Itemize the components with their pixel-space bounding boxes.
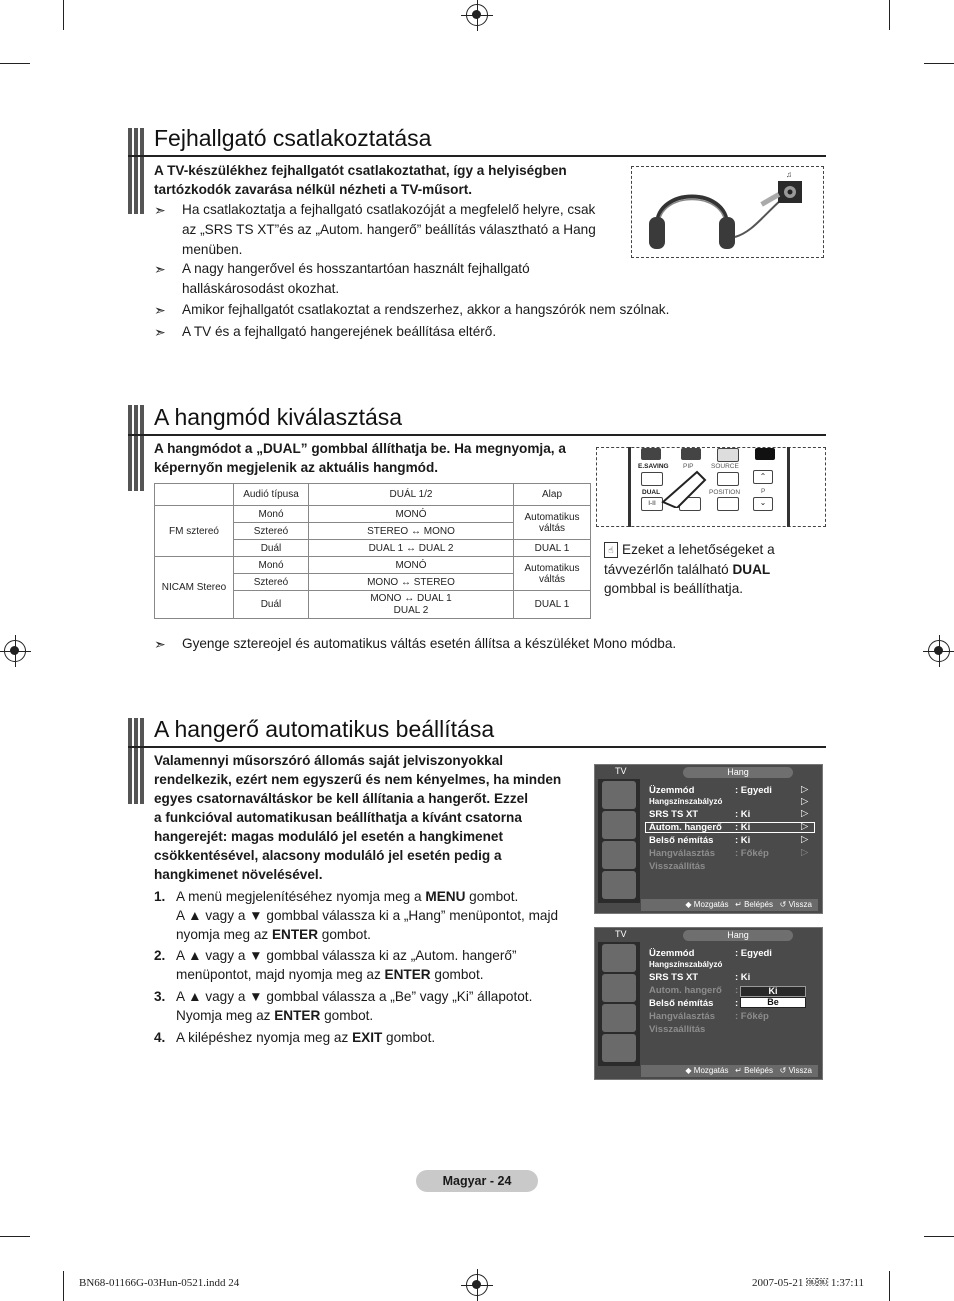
pointing-hand-icon <box>657 468 707 508</box>
step-number: 4. <box>154 1030 166 1045</box>
table-cell: Automatikus váltás <box>514 557 591 591</box>
menu-item-autom-hangero[interactable]: Autom. hangerő : Ki ▷ <box>649 821 809 833</box>
table-cell: DUAL 1 ↔ DUAL 2 <box>309 540 514 557</box>
section-bar <box>128 405 144 491</box>
print-slug-right: 2007-05-21 ￼￼ 1:37:11 <box>752 1277 865 1289</box>
down-arrow-icon: ⌄ <box>753 497 773 511</box>
picture-icon <box>602 944 636 972</box>
note-item <box>154 259 624 301</box>
menu-sidebar <box>598 779 640 903</box>
note-arrow-icon: ➣ <box>154 202 166 218</box>
section3-intro <box>154 751 561 884</box>
menu-item[interactable]: Üzemmód : Egyedi ▷ <box>649 784 809 796</box>
section-rule <box>128 746 826 748</box>
option-ki[interactable]: Ki <box>740 986 806 997</box>
step-line: A kilépéshez nyomja meg az EXIT gombot. <box>176 1030 436 1045</box>
note-text: A TV és a fejhallgató hangerejének beállítása eltérő. <box>182 324 497 339</box>
step-number: 1. <box>154 889 166 904</box>
remote-button <box>641 448 661 460</box>
menu-item[interactable]: Hangszínszabályzó <box>649 960 723 969</box>
note-text: Amikor fejhallgatót csatlakoztat a rendszerhez, akkor a hangszórók nem szólnak. <box>182 302 670 317</box>
intro-line: képernyőn megjelenik az aktuális hangmód. <box>154 460 439 475</box>
section2-intro <box>154 439 566 477</box>
registration-mark-icon <box>466 1274 488 1296</box>
headphone-figure <box>631 166 824 258</box>
table-header: Audió típusa <box>234 484 309 506</box>
hand-note-icon: ☝ <box>604 542 618 558</box>
table-cell: Automatikus váltás <box>514 506 591 540</box>
remote-button <box>717 448 739 462</box>
headphone-icon <box>632 167 823 257</box>
table-header: DUÁL 1/2 <box>309 484 514 506</box>
table-cell: Monó <box>234 506 309 523</box>
page-number: Magyar - 24 <box>416 1170 538 1192</box>
picture-icon <box>602 781 636 809</box>
table-cell: Duál <box>234 591 309 619</box>
section-title-sound-mode: A hangmód kiválasztása <box>154 404 403 430</box>
note-arrow-icon: ➣ <box>154 324 166 340</box>
note-text: halláskárosodást okozhat. <box>182 281 340 296</box>
section-title-auto-volume: A hangerő automatikus beállítása <box>154 716 495 742</box>
step-line: A menü megjelenítéséhez nyomja meg a MENU gombot. <box>176 889 519 904</box>
note-arrow-icon: ➣ <box>154 636 166 652</box>
menu-item[interactable]: Hangszínszabályzó ▷ <box>649 796 809 807</box>
step-line: menüpontot, majd nyomja meg az ENTER gombot. <box>176 967 484 982</box>
channel-icon <box>602 841 636 869</box>
menu-item[interactable]: Visszaállítás <box>649 861 706 872</box>
step-number: 2. <box>154 948 166 963</box>
table-cell: Sztereó <box>234 523 309 540</box>
print-slug-left: BN68-01166G-03Hun-0521.indd 24 <box>79 1277 240 1289</box>
table-cell <box>309 591 514 619</box>
step-line: A ▲ vagy a ▼ gombbal válassza ki az „Autom. hangerő” <box>176 948 517 963</box>
registration-mark-icon <box>466 4 488 26</box>
intro-line: csökkentésével, alacsony moduláló jel esetén pedig a <box>154 848 502 863</box>
table-cell: STEREO ↔ MONO <box>309 523 514 540</box>
remote-button <box>717 472 739 486</box>
sound-menu-screen <box>594 764 823 914</box>
intro-line: egyes csatornaváltáskor be kell állítania a hangerőt. Ezzel <box>154 791 528 806</box>
step-line: Nyomja meg az ENTER gombot. <box>176 1008 374 1023</box>
menu-item[interactable]: Belső némítás : <box>649 998 739 1009</box>
table-cell: MONÓ <box>309 506 514 523</box>
side-note-line: Ezeket a lehetőségeket a <box>622 542 775 557</box>
table-cell: MONÓ <box>309 557 514 574</box>
note-text: menüben. <box>182 242 243 257</box>
menu-footer: ◆ Mozgatás ↵ Belépés ↺ Vissza <box>641 899 818 911</box>
intro-line: tartózkodók zavarása nélkül nézheti a TV-műsort. <box>154 182 473 197</box>
table-header <box>155 484 234 506</box>
section-bar <box>128 128 144 214</box>
section-rule <box>128 434 826 436</box>
menu-sidebar <box>598 942 640 1066</box>
table-cell: Monó <box>234 557 309 574</box>
intro-line: hangkimenet növelésével. <box>154 867 323 882</box>
note-item <box>154 300 754 320</box>
menu-header: Hang <box>683 930 793 941</box>
side-note-line: gombbal is beállíthatja. <box>604 581 744 596</box>
intro-line: a funkcióval automatikusan beállíthatja a kívánt csatorna <box>154 810 522 825</box>
table-cell: NICAM Stereo <box>155 557 234 619</box>
step-line: A ▲ vagy a ▼ gombbal válassza a „Be” vagy „Ki” állapotot. <box>176 989 533 1004</box>
channel-icon <box>602 1004 636 1032</box>
remote-button <box>755 448 775 460</box>
step-line: A ▲ vagy a ▼ gombbal válassza ki a „Hang” menüpontot, majd <box>176 908 559 923</box>
option-be[interactable]: Be <box>740 997 806 1008</box>
registration-mark-icon <box>928 640 950 662</box>
note-arrow-icon: ➣ <box>154 261 166 277</box>
intro-line: hangerejét: magas moduláló jel esetén a hangkimenet <box>154 829 504 844</box>
remote-side-note <box>604 540 824 599</box>
intro-line: A hangmódot a „DUAL” gombbal állíthatja be. Ha megnyomja, a <box>154 441 566 456</box>
menu-footer: ◆ Mozgatás ↵ Belépés ↺ Vissza <box>641 1065 818 1077</box>
table-cell-line: DUAL 2 <box>393 604 429 616</box>
note-text: Ha csatlakoztatja a fejhallgató csatlakozóját a megfelelő helyre, csak <box>182 202 596 217</box>
remote-label: PIP <box>683 463 694 470</box>
section-bar <box>128 718 144 804</box>
table-cell: DUAL 1 <box>514 540 591 557</box>
menu-item[interactable]: Belső némítás : Ki ▷ <box>649 834 809 846</box>
sound-icon <box>602 811 636 839</box>
up-arrow-icon: ⌃ <box>753 470 773 484</box>
step-line: nyomja meg az ENTER gombot. <box>176 927 371 942</box>
sound-mode-table <box>154 483 591 619</box>
note-text: az „SRS TS XT”és az „Autom. hangerő” beállítás választható a Hang <box>182 222 596 237</box>
side-note-emphasis: DUAL <box>732 561 771 577</box>
setup-icon <box>602 871 636 899</box>
intro-line: Valamennyi műsorszóró állomás saját jelviszonyokkal <box>154 753 504 768</box>
svg-text:♫: ♫ <box>786 170 792 179</box>
sound-icon <box>602 974 636 1002</box>
table-cell-line: MONO ↔ DUAL 1 <box>370 592 452 604</box>
registration-mark-icon <box>4 640 26 662</box>
note-text: A nagy hangerővel és hosszantartóan használt fejhallgató <box>182 261 530 276</box>
remote-label: E.SAVING <box>638 463 669 470</box>
note-item <box>154 200 624 262</box>
remote-button <box>681 448 701 460</box>
remote-label: SOURCE <box>711 463 739 470</box>
menu-item-autom-hangero[interactable]: Autom. hangerő : <box>649 985 739 996</box>
menu-header: Hang <box>683 767 793 778</box>
menu-item[interactable]: Visszaállítás <box>649 1024 706 1035</box>
intro-line: A TV-készülékhez fejhallgatót csatlakoztathat, így a helyiségben <box>154 163 567 178</box>
remote-figure <box>596 447 826 527</box>
menu-item[interactable]: SRS TS XT : Ki <box>649 972 751 983</box>
intro-line: rendelkezik, ezért nem egyszerű és nem kényelmes, ha minden <box>154 772 562 787</box>
remote-label: POSITION <box>709 489 741 496</box>
section1-intro <box>154 161 567 199</box>
dual-button: I-II <box>641 497 663 511</box>
table-cell: MONO ↔ STEREO <box>309 574 514 591</box>
menu-item[interactable]: Üzemmód : Egyedi <box>649 948 772 959</box>
table-cell: Duál <box>234 540 309 557</box>
note-item <box>154 634 774 654</box>
remote-label: P <box>761 488 766 495</box>
menu-tv-tag: TV <box>615 929 627 939</box>
section-rule <box>128 155 826 157</box>
menu-item[interactable]: SRS TS XT : Ki ▷ <box>649 808 809 820</box>
table-cell: Sztereó <box>234 574 309 591</box>
table-header: Alap <box>514 484 591 506</box>
note-arrow-icon: ➣ <box>154 302 166 318</box>
table-cell: FM sztereó <box>155 506 234 557</box>
side-note-line: távvezérlőn található <box>604 561 733 577</box>
menu-item[interactable]: Hangválasztás : Főkép ▷ <box>649 847 809 859</box>
sound-menu-screen <box>594 927 823 1080</box>
note-item <box>154 322 754 342</box>
table-cell: DUAL 1 <box>514 591 591 619</box>
menu-tv-tag: TV <box>615 766 627 776</box>
remote-label: DUAL <box>642 489 661 496</box>
step-number: 3. <box>154 989 166 1004</box>
section-title-headphone: Fejhallgató csatlakoztatása <box>154 125 432 151</box>
remote-button <box>717 497 739 511</box>
menu-item[interactable]: Hangválasztás : Főkép <box>649 1011 769 1022</box>
setup-icon <box>602 1034 636 1062</box>
note-text: Gyenge sztereojel és automatikus váltás esetén állítsa a készüléket Mono módba. <box>182 636 677 651</box>
